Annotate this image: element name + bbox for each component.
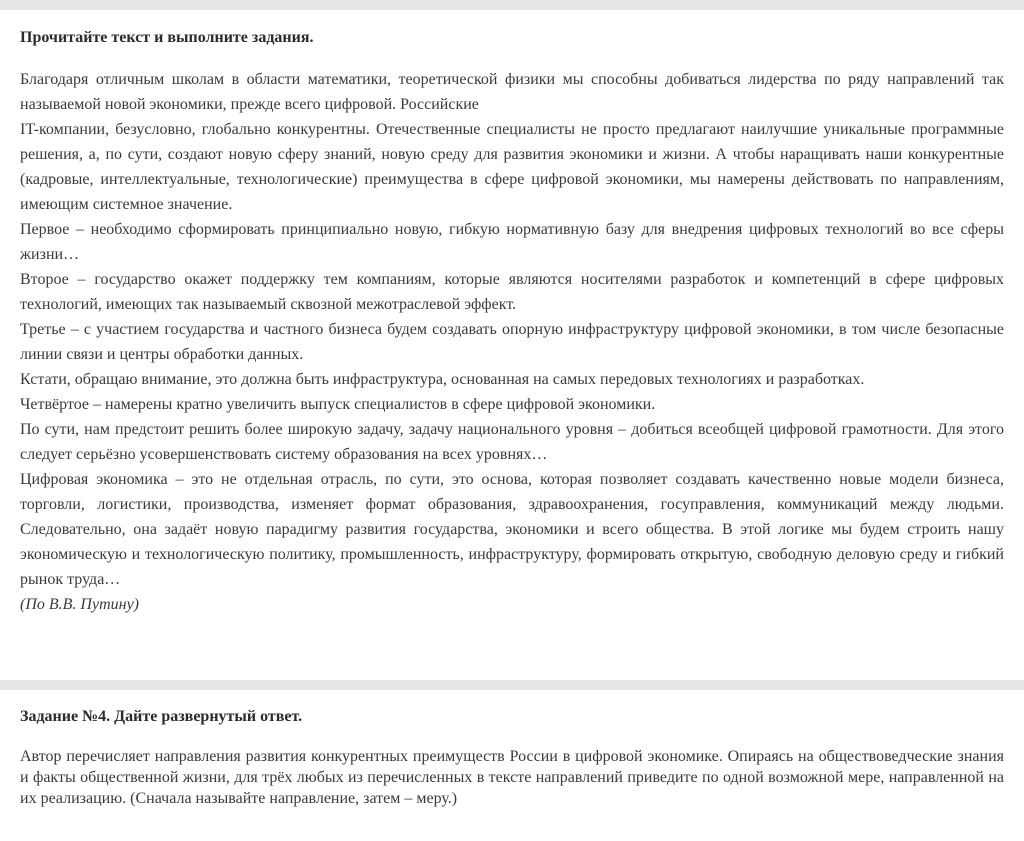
task-text: Автор перечисляет направления развития конкурентных преимуществ России в цифровой экономике. Опираясь на обществоведческие знания и факты общественной жизни, для трёх любых из перечисленных в тексте направлений приведите по одной возможной мере, направленной на их реализацию. (Сначала называйте направление, затем – меру.) bbox=[20, 748, 1004, 807]
paragraph-2: IT-компании, безусловно, глобально конкурентны. Отечественные специалисты не просто предлагают наилучшие уникальные программные решения, а, по сути, создают новую сферу знаний, новую среду для развития экономики и жизни. А чтобы наращивать наши конкурентные (кадровые, интеллектуальные, технологические) преимущества в сфере цифровой экономики, мы намерены действовать по направлениям, имеющим системное значение. bbox=[20, 121, 1004, 213]
attribution: (По В.В. Путину) bbox=[20, 596, 140, 613]
reading-card bbox=[20, 28, 1004, 617]
task-heading: Задание №4. Дайте развернутый ответ. bbox=[20, 708, 303, 725]
paragraph-infrastructure-note: Кстати, обращаю внимание, это должна быть инфраструктура, основанная на самых передовых технологиях и разработках. bbox=[20, 371, 865, 388]
paragraph-first-direction: Первое – необходимо сформировать принципиально новую, гибкую нормативную базу для внедрения цифровых технологий во все сферы жизни… bbox=[20, 221, 1004, 263]
top-divider-band bbox=[0, 0, 1024, 10]
paragraph-digital-literacy: По сути, нам предстоит решить более широкую задачу, задачу национального уровня – добиться всеобщей цифровой грамотности. Для этого следует серьёзно усовершенствовать систему образования на всех уровнях… bbox=[20, 421, 1004, 463]
task-card bbox=[20, 707, 1004, 825]
reading-text bbox=[20, 67, 1004, 617]
paragraph-third-direction: Третье – с участием государства и частного бизнеса будем создавать опорную инфраструктуру цифровой экономики, в том числе безопасные линии связи и центры обработки данных. bbox=[20, 321, 1004, 363]
section-divider-band bbox=[0, 680, 1024, 690]
paragraph-fourth-direction: Четвёртое – намерены кратно увеличить выпуск специалистов в сфере цифровой экономики. bbox=[20, 396, 656, 413]
reading-heading: Прочитайте текст и выполните задания. bbox=[20, 29, 314, 46]
paragraph-second-direction: Второе – государство окажет поддержку тем компаниям, которые являются носителями разработок и компетенций в сфере цифровых технологий, имеющих так называемый сквозной межотраслевой эффект. bbox=[20, 271, 1004, 313]
paragraph-digital-economy: Цифровая экономика – это не отдельная отрасль, по сути, это основа, которая позволяет создавать качественно новые модели бизнеса, торговли, логистики, производства, изменяет формат образования, здравоохранения, госуправления, коммуникаций между людьми. Следовательно, она задаёт новую парадигму развития государства, экономики и всего общества. В этой логике мы будем строить нашу экономическую и технологическую политику, промышленность, инфраструктуру, формировать открытую, свободную деловую среду и гибкий рынок труда… bbox=[20, 471, 1004, 588]
paragraph-1: Благодаря отличным школам в области математики, теоретической физики мы способны добиваться лидерства по ряду направлений так называемой новой экономики, прежде всего цифровой. Российские bbox=[20, 71, 1004, 113]
